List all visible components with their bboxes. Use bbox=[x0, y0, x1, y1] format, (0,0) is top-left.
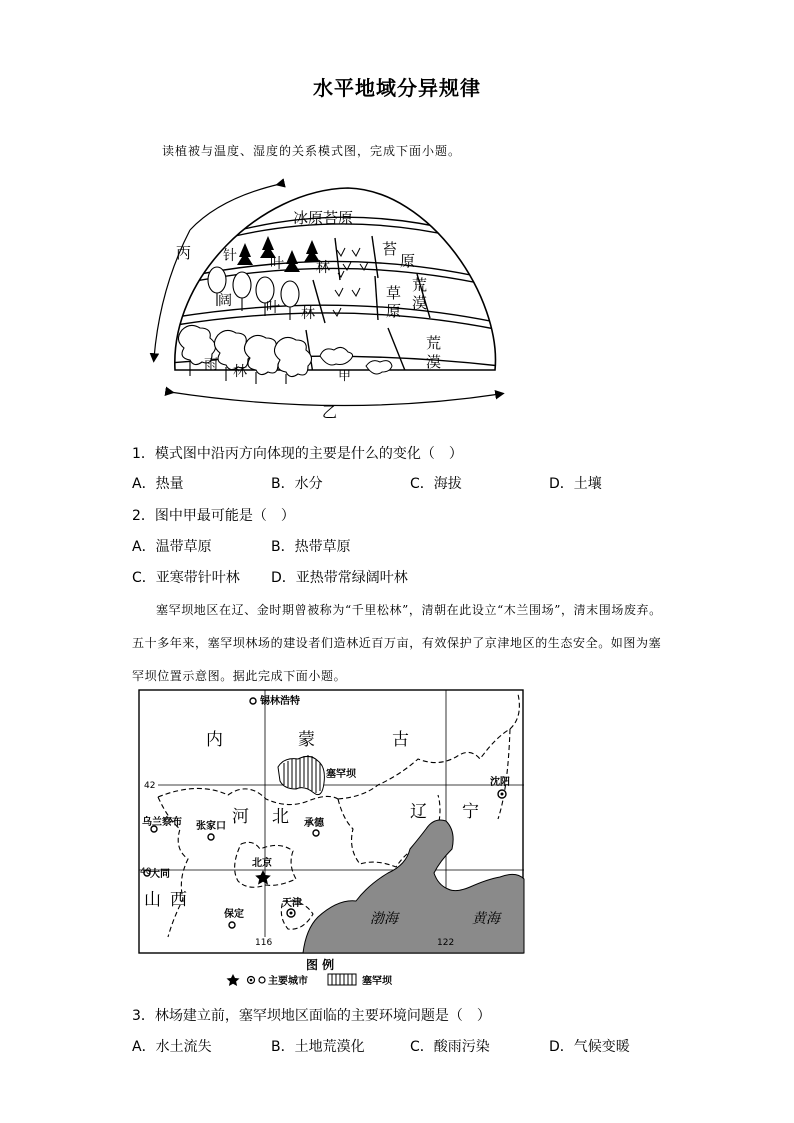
label-grassland-2: 原 bbox=[386, 302, 402, 320]
q3-option-d: D．气候变暖 bbox=[549, 1039, 630, 1055]
q1-option-c: C．海拔 bbox=[410, 476, 462, 492]
chengde-marker bbox=[313, 830, 319, 836]
q2-option-a: A．温带草原 bbox=[132, 539, 212, 555]
q3-option-a: A．水土流失 bbox=[132, 1039, 212, 1055]
label-conifer-1: 针 bbox=[223, 248, 237, 264]
city-saihanba: 塞罕坝 bbox=[326, 769, 356, 780]
legend-title: 图 例 bbox=[306, 958, 335, 972]
legend-city-label: 主要城市 bbox=[268, 976, 308, 987]
label-desert1-1: 荒 bbox=[412, 276, 428, 294]
q2-option-b: B．热带草原 bbox=[271, 539, 351, 555]
city-zhangjiakou: 张家口 bbox=[196, 821, 226, 832]
grid-lat42: 42 bbox=[144, 781, 156, 791]
grid-lon122: 122 bbox=[437, 938, 455, 948]
label-yi: 乙 bbox=[322, 403, 338, 421]
region-he: 河 bbox=[232, 807, 249, 827]
q3-option-b: B．土地荒漠化 bbox=[271, 1039, 365, 1055]
city-tianjin: 天津 bbox=[282, 898, 302, 909]
label-rainforest-2: 林 bbox=[233, 364, 247, 380]
label-tundra: 冰原苔原 bbox=[293, 209, 354, 227]
label-moss-2: 原 bbox=[400, 252, 416, 270]
sea-huanghai: 黄海 bbox=[472, 911, 500, 927]
legend-circle-icon bbox=[259, 977, 265, 983]
label-moss-1: 苔 bbox=[382, 240, 398, 258]
saihanba-location-map bbox=[138, 689, 526, 991]
region-bei: 北 bbox=[272, 807, 289, 827]
label-bing: 丙 bbox=[176, 244, 192, 262]
region-nei: 内 bbox=[206, 730, 223, 750]
page-title: 水平地域分异规律 bbox=[313, 76, 481, 100]
section1-intro: 读植被与温度、湿度的关系模式图，完成下面小题。 bbox=[162, 144, 462, 158]
label-conifer-2: 叶 bbox=[270, 256, 284, 272]
label-grassland-1: 草 bbox=[386, 284, 402, 302]
zhangjiakou-marker bbox=[208, 834, 214, 840]
paragraph-text: 塞罕坝地区在辽、金时期曾被称为“千里松林”，清朝在此设立“木兰围场”，清末围场废弃。五十多年来，塞罕坝林场的建设者们造林近百万亩，有效保护了京津地区的生态安全。如图为塞罕坝位置示意图。据此完成下面小题。 bbox=[132, 603, 662, 683]
legend-row bbox=[227, 974, 393, 987]
label-desert2-2: 漠 bbox=[426, 353, 442, 371]
section2-paragraph bbox=[132, 594, 662, 693]
city-beijing: 北京 bbox=[252, 858, 272, 869]
city-chengde: 承德 bbox=[304, 818, 324, 829]
legend-saihanba-label: 塞罕坝 bbox=[362, 976, 392, 987]
legend-star-icon bbox=[227, 974, 240, 986]
region-ning: 宁 bbox=[462, 802, 479, 822]
label-desert2-1: 荒 bbox=[426, 334, 442, 352]
q1-option-a: A．热量 bbox=[132, 476, 184, 492]
city-xilinhot: 锡林浩特 bbox=[260, 696, 300, 707]
city-shenyang: 沈阳 bbox=[490, 777, 510, 788]
label-conifer-3: 林 bbox=[316, 260, 330, 276]
label-desert1-2: 漠 bbox=[412, 294, 428, 312]
q1-option-b: B．水分 bbox=[271, 476, 323, 492]
region-xi: 西 bbox=[170, 890, 187, 910]
baoding-marker bbox=[229, 922, 235, 928]
label-broadleaf-1: 阔 bbox=[218, 293, 232, 309]
label-broadleaf-3: 林 bbox=[301, 306, 315, 322]
q3-option-c: C．酸雨污染 bbox=[410, 1039, 490, 1055]
city-datong: 大同 bbox=[150, 869, 170, 880]
vegetation-model-diagram bbox=[130, 178, 510, 423]
grid-lon116: 116 bbox=[255, 938, 273, 948]
region-shan: 山 bbox=[144, 890, 161, 910]
city-baoding: 保定 bbox=[224, 909, 244, 920]
label-jia: 甲 bbox=[338, 369, 352, 384]
q2-option-d: D．亚热带常绿阔叶林 bbox=[271, 570, 408, 586]
city-wulanchabu: 乌兰察布 bbox=[142, 817, 182, 828]
region-meng: 蒙 bbox=[298, 730, 315, 750]
question-1-stem: 1．模式图中沿丙方向体现的主要是什么的变化（ ） bbox=[132, 446, 463, 462]
label-broadleaf-2: 叶 bbox=[266, 300, 280, 316]
q1-option-d: D．土壤 bbox=[549, 476, 602, 492]
xilinhot-marker bbox=[250, 698, 256, 704]
sea-bohai: 渤海 bbox=[370, 911, 398, 927]
question-2-stem: 2．图中甲最可能是（ ） bbox=[132, 508, 295, 524]
region-gu: 古 bbox=[392, 730, 409, 750]
question-3-stem: 3．林场建立前，塞罕坝地区面临的主要环境问题是（ ） bbox=[132, 1008, 491, 1024]
q2-option-c: C．亚寒带针叶林 bbox=[132, 570, 240, 586]
grid-lat40: 40 bbox=[140, 867, 152, 877]
region-liao: 辽 bbox=[410, 802, 427, 822]
legend-hatch-icon bbox=[328, 974, 356, 985]
label-rainforest-1: 雨 bbox=[204, 357, 218, 373]
